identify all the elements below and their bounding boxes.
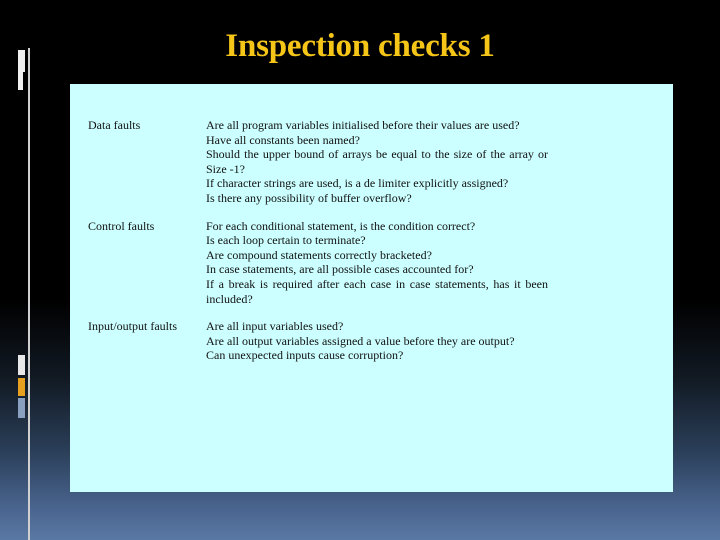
check-item: Are all output variables assigned a value before they are output?: [206, 333, 515, 348]
check-item: If a break is required after each case in case statements, has it been included?: [206, 276, 548, 306]
check-item: Are all program variables initialised before their values are used?: [206, 118, 520, 132]
check-item: Have all constants been named?: [206, 132, 360, 147]
check-item: Can unexpected inputs cause corruption?: [206, 348, 404, 363]
category-label: Input/output faults: [88, 319, 177, 334]
check-list: [206, 118, 548, 206]
inspection-table: [88, 118, 548, 376]
category-label: Control faults: [88, 218, 155, 233]
check-list: [206, 319, 548, 363]
check-item: Is there any possibility of buffer overflow?: [206, 190, 412, 205]
accent-bar-blue: [18, 398, 25, 418]
check-item: Are all input variables used?: [206, 319, 344, 334]
accent-bar-top-lower: [18, 70, 23, 90]
table-row: [88, 219, 548, 307]
check-item: In case statements, are all possible cases accounted for?: [206, 262, 474, 277]
slide-title: Inspection checks 1: [225, 28, 495, 64]
check-item: If character strings are used, is a de limiter explicitly assigned?: [206, 176, 509, 191]
accent-bar-orange: [18, 378, 25, 396]
check-list: [206, 219, 548, 307]
table-row: [88, 319, 548, 363]
table-row: [88, 118, 548, 206]
check-item: Is each loop certain to terminate?: [206, 233, 366, 248]
check-item: Are compound statements correctly bracketed?: [206, 247, 432, 262]
check-item: For each conditional statement, is the condition correct?: [206, 218, 476, 233]
vertical-divider-line: [28, 48, 30, 540]
check-item: Should the upper bound of arrays be equal to the size of the array or Size -1?: [206, 147, 548, 176]
accent-bar-white: [18, 355, 25, 375]
category-label: Data faults: [88, 118, 141, 132]
